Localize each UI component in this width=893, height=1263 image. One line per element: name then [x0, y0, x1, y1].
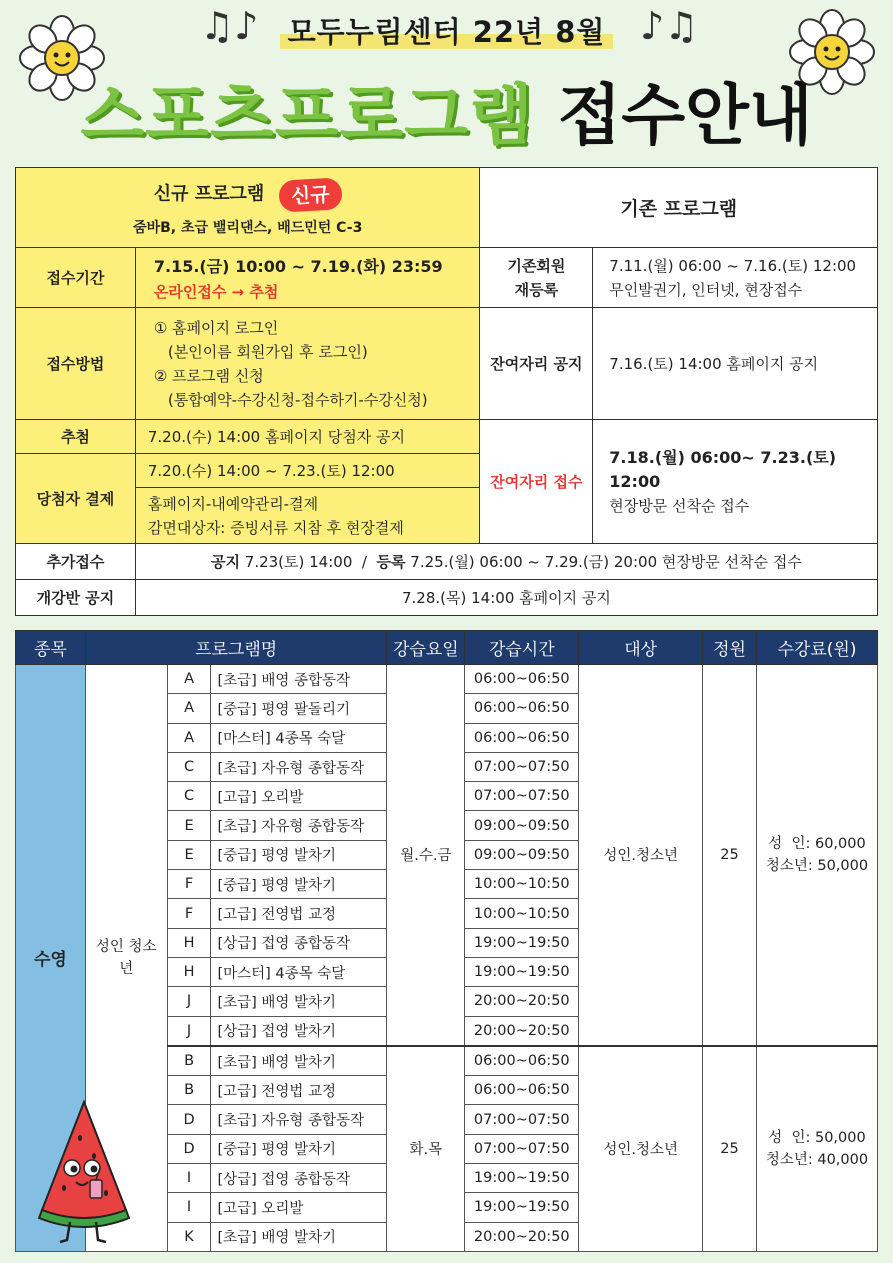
reception-period-label: 접수기간: [16, 248, 136, 308]
class-code: I: [167, 1193, 211, 1222]
class-days: 월.수.금: [387, 665, 465, 1046]
class-days: 화.목: [387, 1046, 465, 1252]
reception-period-value: 7.15.(금) 10:00 ~ 7.19.(화) 23:59: [153, 256, 443, 276]
payment-period: 7.20.(수) 14:00 ~ 7.23.(토) 12:00: [135, 454, 480, 488]
class-time: 06:00~06:50: [465, 723, 579, 752]
class-time: 20:00~20:50: [465, 1016, 579, 1046]
program-name: [상급] 접영 종합동작: [211, 1164, 387, 1193]
class-code: F: [167, 870, 211, 899]
header-capacity: 정원: [703, 631, 757, 665]
class-time: 07:00~07:50: [465, 782, 579, 811]
new-program-list: 줌바B, 초급 밸리댄스, 배드민턴 C-3: [133, 219, 363, 236]
program-name: [중급] 평영 팔돌리기: [211, 694, 387, 723]
class-code: C: [167, 752, 211, 781]
class-time: 20:00~20:50: [465, 987, 579, 1016]
target-group-cell: 성인 청소년: [85, 665, 167, 1252]
class-time: 09:00~09:50: [465, 811, 579, 840]
sport-cell: 수영: [16, 665, 86, 1252]
reception-period-note: 온라인접수 → 추첨: [153, 282, 279, 301]
class-code: J: [167, 987, 211, 1016]
class-time: 19:00~19:50: [465, 957, 579, 986]
class-target: 성인.청소년: [579, 1046, 703, 1252]
poster-title: [0, 62, 893, 157]
class-code: E: [167, 811, 211, 840]
re-registration-label: 기존회원 재등록: [480, 248, 593, 308]
re-registration-channels: 무인발권기, 인터넷, 현장접수: [609, 280, 803, 299]
program-name: [고급] 오리발: [211, 1193, 387, 1222]
class-time: 07:00~07:50: [465, 1134, 579, 1163]
class-code: C: [167, 782, 211, 811]
class-code: I: [167, 1164, 211, 1193]
program-name: [상급] 접영 종합동작: [211, 928, 387, 957]
class-code: H: [167, 928, 211, 957]
program-name: [초급] 배영 종합동작: [211, 665, 387, 694]
additional-value: 공지 7.23(토) 14:00 / 등록 7.25.(월) 06:00 ~ 7.29.(금) 20:00 현장방문 선착순 접수: [135, 544, 877, 580]
watermelon-mascot-icon: [34, 1098, 134, 1248]
class-time: 10:00~10:50: [465, 870, 579, 899]
class-time: 06:00~06:50: [465, 1046, 579, 1076]
method-step-2-detail: (통합예약-수강신청-접수하기-수강신청): [167, 390, 428, 409]
class-code: A: [167, 694, 211, 723]
class-time: 10:00~10:50: [465, 899, 579, 928]
program-name: [고급] 전영법 교정: [211, 1076, 387, 1105]
class-time: 06:00~06:50: [465, 1076, 579, 1105]
program-name: [중급] 평영 발차기: [211, 840, 387, 869]
program-name: [상급] 접영 발차기: [211, 1016, 387, 1046]
poster-subtitle: 모두누림센터 22년 8월: [280, 10, 614, 51]
vacancy-reception-period: 7.18.(월) 06:00~ 7.23.(토) 12:00: [609, 447, 837, 491]
music-note-icon: ♪♫: [640, 4, 699, 48]
class-code: A: [167, 723, 211, 752]
header-time: 강습시간: [465, 631, 579, 665]
new-badge: 신규: [278, 177, 342, 212]
header-target: 대상: [579, 631, 703, 665]
class-fee: [756, 665, 877, 1046]
additional-label: 추가접수: [16, 544, 136, 580]
program-name: [초급] 배영 발차기: [211, 987, 387, 1016]
existing-program-title: 기존 프로그램: [480, 168, 878, 248]
class-capacity: 25: [703, 1046, 757, 1252]
program-name: [마스터] 4종목 숙달: [211, 957, 387, 986]
method-step-2: ② 프로그램 신청: [153, 366, 264, 385]
header-days: 강습요일: [387, 631, 465, 665]
class-code: H: [167, 957, 211, 986]
program-name: [초급] 자유형 종합동작: [211, 1105, 387, 1134]
header-fee: 수강료(원): [756, 631, 877, 665]
program-name: [마스터] 4종목 숙달: [211, 723, 387, 752]
method-step-1: ① 홈페이지 로그인: [153, 318, 279, 337]
lottery-label: 추첨: [16, 420, 136, 454]
opening-value: 7.28.(목) 14:00 홈페이지 공지: [135, 580, 877, 616]
new-program-cell: [16, 168, 480, 248]
method-step-1-detail: (본인이름 회원가입 후 로그인): [167, 342, 368, 361]
class-time: 06:00~06:50: [465, 694, 579, 723]
fee-adult: 성 인: 60,000: [768, 835, 866, 852]
class-target: 성인.청소년: [579, 665, 703, 1046]
payment-discount-note: 감면대상자: 증빙서류 지참 후 현장결제: [147, 518, 404, 537]
vacancy-reception-label: 잔여자리 접수: [480, 420, 593, 544]
class-code: B: [167, 1076, 211, 1105]
program-name: [초급] 배영 발차기: [211, 1046, 387, 1076]
program-name: [고급] 전영법 교정: [211, 899, 387, 928]
program-name: [중급] 평영 발차기: [211, 870, 387, 899]
title-sports-program: 스포츠프로그램: [80, 77, 534, 154]
class-time: 20:00~20:50: [465, 1222, 579, 1251]
vacancy-notice-label: 잔여자리 공지: [480, 308, 593, 420]
vacancy-notice-value: 7.16.(토) 14:00 홈페이지 공지: [593, 308, 878, 420]
fee-youth: 청소년: 50,000: [765, 857, 869, 874]
vacancy-reception-method: 현장방문 선착순 접수: [609, 496, 750, 515]
class-code: E: [167, 840, 211, 869]
program-name: [중급] 평영 발차기: [211, 1134, 387, 1163]
reception-info-table: [15, 167, 878, 616]
class-time: 07:00~07:50: [465, 1105, 579, 1134]
program-name: [초급] 자유형 종합동작: [211, 811, 387, 840]
class-time: 19:00~19:50: [465, 1164, 579, 1193]
class-fee: [756, 1046, 877, 1252]
class-time: 09:00~09:50: [465, 840, 579, 869]
class-code: D: [167, 1105, 211, 1134]
title-reception-guide: 접수안내: [557, 77, 813, 154]
class-time: 19:00~19:50: [465, 928, 579, 957]
class-code: B: [167, 1046, 211, 1076]
program-name: [초급] 배영 발차기: [211, 1222, 387, 1251]
class-code: K: [167, 1222, 211, 1251]
new-program-title: 신규 프로그램: [153, 183, 265, 204]
program-name: [초급] 자유형 종합동작: [211, 752, 387, 781]
program-name: [고급] 오리발: [211, 782, 387, 811]
header-sport: 종목: [16, 631, 86, 665]
class-time: 07:00~07:50: [465, 752, 579, 781]
class-code: F: [167, 899, 211, 928]
class-capacity: 25: [703, 665, 757, 1046]
fee-adult: 성 인: 50,000: [768, 1129, 866, 1146]
class-time: 06:00~06:50: [465, 665, 579, 694]
music-note-icon: ♫♪: [200, 4, 259, 48]
schedule-header-row: [16, 631, 878, 665]
lottery-value: 7.20.(수) 14:00 홈페이지 당첨자 공지: [135, 420, 480, 454]
swimming-schedule-table: [15, 630, 878, 1252]
schedule-row: [16, 665, 878, 694]
method-label: 접수방법: [16, 308, 136, 420]
class-time: 19:00~19:50: [465, 1193, 579, 1222]
payment-method: 홈페이지-내예약관리-결제: [147, 494, 319, 513]
poster-header: [0, 0, 893, 165]
re-registration-period: 7.11.(월) 06:00 ~ 7.16.(토) 12:00: [609, 256, 857, 275]
class-code: J: [167, 1016, 211, 1046]
opening-label: 개강반 공지: [16, 580, 136, 616]
header-program: 프로그램명: [85, 631, 387, 665]
class-code: D: [167, 1134, 211, 1163]
class-code: A: [167, 665, 211, 694]
payment-label: 당첨자 결제: [16, 454, 136, 544]
fee-youth: 청소년: 40,000: [765, 1151, 869, 1168]
